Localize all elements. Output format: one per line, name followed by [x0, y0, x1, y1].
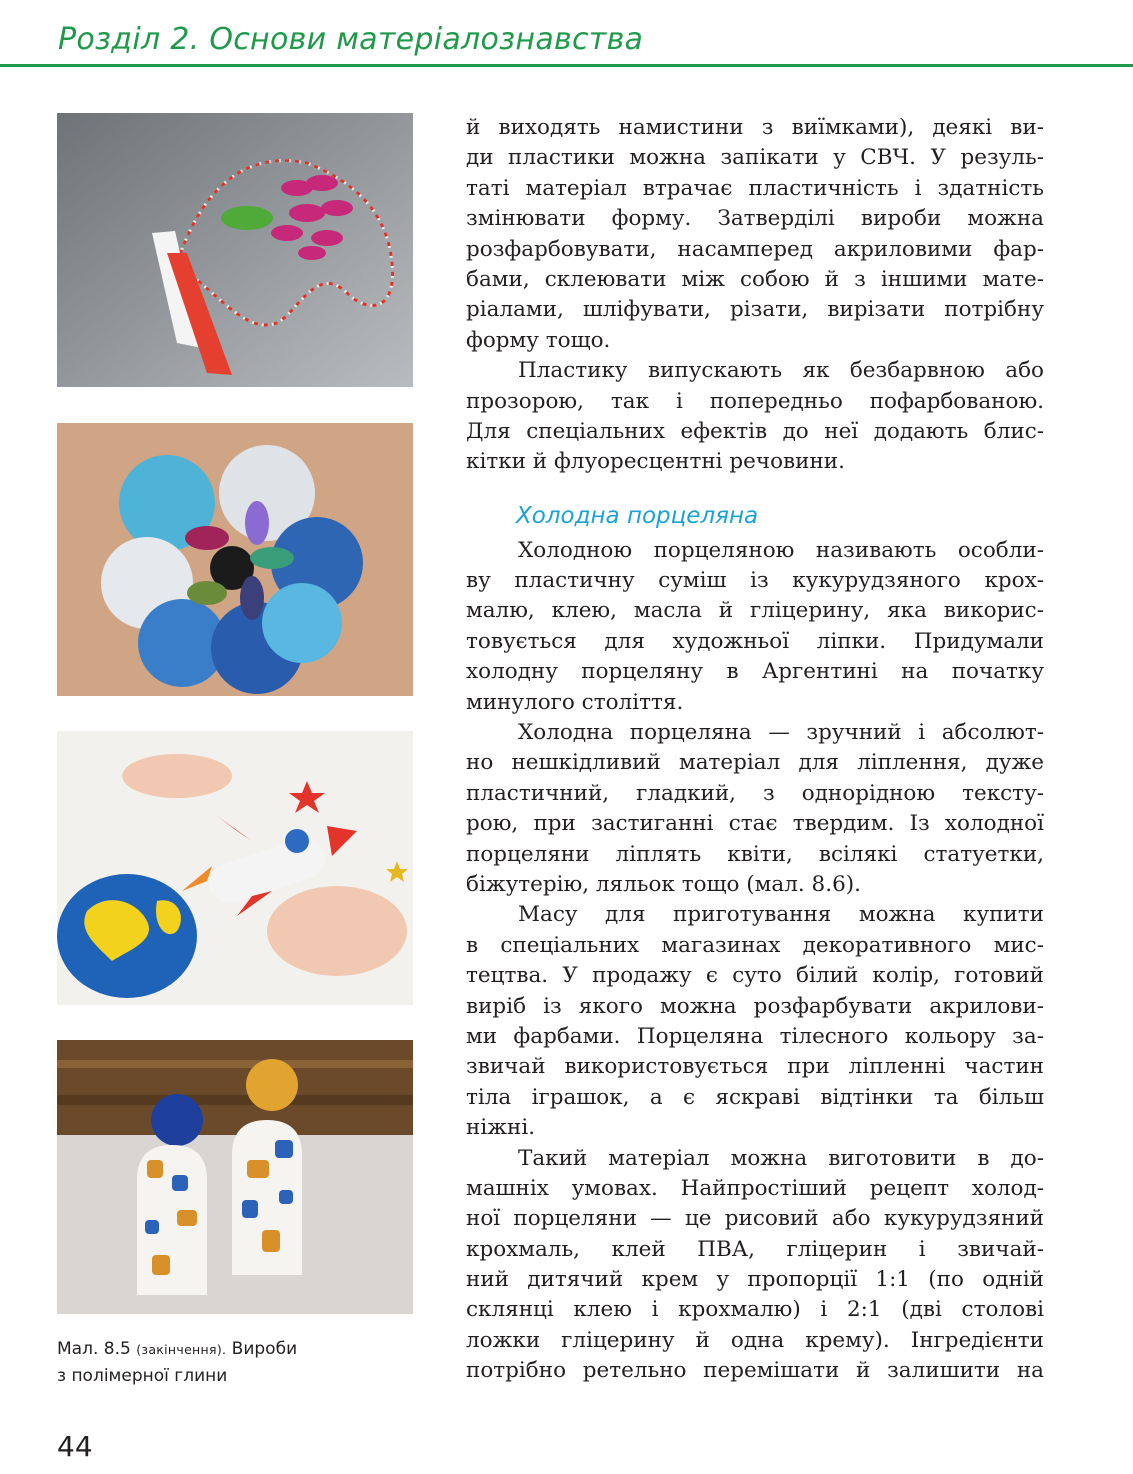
text-line: но нешкідливий матеріал для ліплення, дуже [466, 750, 1044, 776]
paragraph-6 [466, 1144, 1044, 1387]
text-line: звичай використовується при ліпленні частин [466, 1054, 1044, 1080]
text-line: ніжні. [466, 1115, 536, 1141]
text-line: ди пластики можна запікати у СВЧ. У резуль- [466, 145, 1044, 171]
text-line: порцеляни ліплять квіти, всілякі статуетки, [466, 841, 1044, 867]
text-line: й виходять намистини з виїмками), деякі ви- [466, 115, 1044, 140]
text-line: Масу для приготування можна купити [518, 902, 1044, 928]
text-line: в спеціальних магазинах декоративного мис- [466, 932, 1044, 958]
text-line: кітки й флуоресцентні речовини. [466, 449, 845, 475]
text-line: пластичний, гладкий, з однорідною тексту- [466, 780, 1044, 806]
earrings-photo [57, 1040, 413, 1314]
text-line: склянці клею і крохмалю) і 2:1 (дві столові [466, 1297, 1044, 1323]
section-heading: Холодна порцеляна [516, 502, 759, 529]
text-line: тіла іграшок, а є яскраві відтінки та більш [466, 1084, 1044, 1110]
caption-prefix: Мал. 8.5 [57, 1339, 131, 1359]
text-line: товується для художньої ліпки. Придумали [466, 628, 1044, 654]
paragraph-3 [466, 536, 1044, 718]
text-line: Пластику випускають як безбарвною або [518, 358, 1044, 384]
text-line: змінювати форму. Затверділі вироби можна [466, 206, 1044, 232]
paragraph-4 [466, 718, 1044, 900]
text-line: холодну порцеляну в Аргентині на початку [466, 659, 1044, 685]
text-line: Холодною порцеляною називають особли- [518, 537, 1044, 563]
text-line: таті матеріал втрачає пластичність і здатність [466, 175, 1044, 201]
text-line: біжутерію, ляльок тощо (мал. 8.6). [466, 871, 861, 897]
text-line: виріб із якого можна розфарбувати акрилови- [466, 993, 1044, 1019]
text-line: ми фарбами. Порцеляна тілесного кольору за- [466, 1023, 1044, 1049]
page-number: 44 [57, 1430, 93, 1463]
paragraph-1 [466, 113, 1044, 356]
text-line: малю, клею, масла й гліцерину, яка викорис- [466, 598, 1044, 624]
text-line: ний дитячий крем у пропорції 1:1 (по одній [466, 1267, 1044, 1293]
text-line: розфарбовувати, насамперед акриловими фар- [466, 236, 1044, 262]
text-line: тецтва. У продажу є суто білий колір, готовий [466, 963, 1044, 989]
caption-text-1: Вироби [226, 1339, 298, 1359]
text-line: ріалами, шліфувати, різати, вирізати потрібну [466, 297, 1044, 323]
rocket-and-planet-photo [57, 731, 413, 1005]
text-line: ної порцеляни — це рисовий або кукурудзяний [466, 1206, 1044, 1232]
paragraph-2 [466, 356, 1044, 478]
header-rule [0, 64, 1133, 67]
text-line: Такий матеріал можна виготовити в до- [518, 1145, 1044, 1171]
text-line: минулого століття. [466, 689, 684, 715]
paragraph-5 [466, 900, 1044, 1143]
text-line: Холодна порцеляна — зручний і абсолют- [518, 720, 1044, 746]
text-line: крохмаль, клей ПВА, гліцерин і звичай- [466, 1236, 1044, 1262]
text-line: рою, при застиганні стає твердим. Із холодної [466, 811, 1044, 837]
text-line: прозорою, так і попередньо пофарбованою. [466, 388, 1044, 414]
blue-flower-brooch-photo [57, 423, 413, 696]
body-text [466, 113, 1044, 1387]
chapter-title: Розділ 2. Основи матеріалознавства [58, 22, 644, 57]
text-line: Для спеціальних ефектів до неї додають блис- [466, 418, 1044, 444]
text-line: бами, склеювати між собою й з іншими мате- [466, 266, 1044, 292]
page-header [0, 0, 1133, 70]
text-line: ву пластичну суміш із кукурудзяного крох- [466, 568, 1044, 594]
text-line: форму тощо. [466, 327, 611, 353]
text-line: потрібно ретельно перемішати й залишити на [466, 1358, 1044, 1384]
figure-caption [57, 1336, 397, 1390]
caption-text-2: з полімерної глини [57, 1366, 228, 1386]
text-line: ложки гліцерину й одна крему). Інгредієнти [466, 1327, 1044, 1353]
caption-note: (закінчення). [136, 1342, 227, 1357]
text-line: машніх умовах. Найпростіший рецепт холод- [466, 1175, 1044, 1201]
martisor-pink-flower-photo [57, 113, 413, 387]
